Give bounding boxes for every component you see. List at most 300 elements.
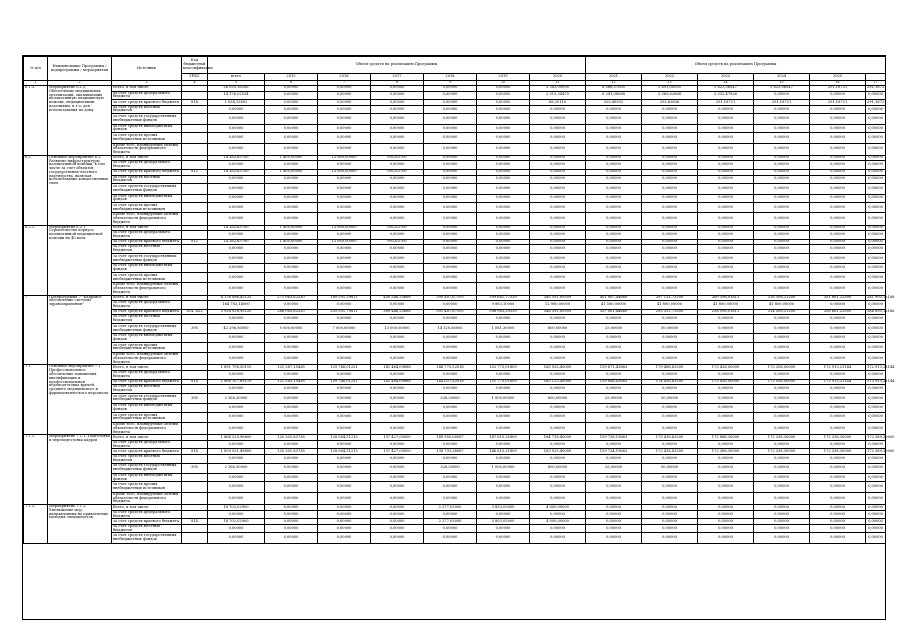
- amount-cell: 0,00000: [318, 315, 371, 324]
- amount-cell: 0,00000: [530, 315, 586, 324]
- amount-cell: 0,00000: [424, 184, 477, 194]
- amount-cell: 0,00000: [208, 524, 265, 533]
- amount-cell: 0,00000: [477, 213, 530, 225]
- table-row: [24, 342, 886, 352]
- amount-cell: 0,00000: [810, 510, 866, 519]
- amount-cell: 0,00000: [586, 519, 642, 525]
- amount-cell: 0,00000: [866, 203, 886, 213]
- amount-cell: 0,00000: [424, 105, 477, 114]
- amount-cell: 0,00000: [371, 91, 424, 100]
- amount-cell: 121 582,15438: [265, 379, 318, 385]
- amount-cell: 0,00000: [810, 342, 866, 352]
- amount-cell: 0,00000: [208, 194, 265, 203]
- amount-cell: 0,00000: [318, 203, 371, 213]
- amount-cell: 0,00000: [371, 463, 424, 473]
- amount-cell: 3 938 938,95125: [208, 309, 265, 315]
- grbs-code: [182, 533, 208, 543]
- amount-cell: 144 637,82018: [424, 379, 477, 385]
- amount-cell: 172 386,30000: [698, 449, 754, 455]
- amount-cell: 0,00000: [208, 334, 265, 343]
- amount-cell: 0,00000: [530, 272, 586, 282]
- amount-cell: 0,00000: [208, 533, 265, 543]
- amount-cell: 0,00000: [208, 455, 265, 464]
- amount-cell: 159 846,43663: [586, 379, 642, 385]
- amount-cell: 0,00000: [866, 231, 886, 240]
- amount-cell: 0,00000: [642, 404, 698, 413]
- amount-cell: 0,00000: [754, 169, 810, 175]
- amount-cell: 0,00000: [477, 161, 530, 170]
- amount-cell: 0,00000: [371, 272, 424, 282]
- amount-cell: 0,00000: [530, 213, 586, 225]
- amount-cell: 0,00000: [586, 124, 642, 133]
- amount-cell: 328,30000: [424, 463, 477, 473]
- amount-cell: 0,00000: [810, 440, 866, 449]
- table-row: [24, 184, 886, 194]
- amount-cell: 14 176,02534: [208, 91, 265, 100]
- index-cell: 13: [642, 81, 698, 86]
- funding-source: за счет средств прочих внебюджетных источников: [112, 133, 182, 143]
- amount-cell: 0,00000: [754, 203, 810, 213]
- amount-cell: 0,00000: [208, 213, 265, 225]
- amount-cell: 0,00000: [208, 482, 265, 492]
- amount-cell: 0,00000: [265, 393, 318, 403]
- amount-cell: 0,00000: [371, 524, 424, 533]
- amount-cell: 0,00000: [810, 253, 866, 263]
- amount-cell: 0,00000: [477, 524, 530, 533]
- funding-source: за счет средств краевого бюджета: [112, 519, 182, 525]
- amount-cell: 25,00000: [586, 393, 642, 403]
- amount-cell: 0,00000: [265, 91, 318, 100]
- funding-source: за счет средств государственных внебюджетных фондов: [112, 184, 182, 194]
- grbs-code: [182, 133, 208, 143]
- amount-cell: 0,00000: [530, 124, 586, 133]
- amount-cell: 7 000,00000: [318, 323, 371, 333]
- amount-cell: 0,00000: [265, 100, 318, 106]
- amount-cell: 0,00000: [754, 239, 810, 245]
- amount-cell: 0,00000: [586, 175, 642, 184]
- amount-cell: 0,00000: [424, 213, 477, 225]
- amount-cell: 0,00000: [477, 114, 530, 124]
- amount-cell: 14 382,63700: [208, 169, 265, 175]
- amount-cell: 0,00000: [424, 169, 477, 175]
- amount-cell: 0,00000: [810, 334, 866, 343]
- amount-cell: 0,00000: [318, 440, 371, 449]
- table-row: [24, 323, 886, 333]
- amount-cell: 0,00000: [586, 482, 642, 492]
- funding-source: Всего, в том числе: [112, 435, 182, 441]
- funding-source: за счет средств внебюджетных фондов: [112, 404, 182, 413]
- amount-cell: 316 308,21200: [754, 295, 810, 301]
- header-year: 2024: [754, 74, 810, 81]
- funding-source: Всего, в том числе: [112, 225, 182, 231]
- funding-source: за счет средств федерального бюджета: [112, 161, 182, 170]
- amount-cell: 0,00000: [866, 440, 886, 449]
- amount-cell: 137 427,00000: [371, 449, 424, 455]
- amount-cell: 0,00000: [586, 412, 642, 422]
- table-row: [24, 245, 886, 254]
- amount-cell: 0,00000: [265, 492, 318, 504]
- amount-cell: 0,00000: [371, 114, 424, 124]
- amount-cell: 0,00000: [586, 505, 642, 511]
- amount-cell: 0,00000: [477, 334, 530, 343]
- amount-cell: 0,00000: [866, 404, 886, 413]
- header-year: 2018: [424, 74, 477, 81]
- funding-source: Кроме того, планируемые объемы обязательств федерального бюджета: [112, 353, 182, 365]
- amount-cell: 25,00000: [586, 323, 642, 333]
- funding-source: за счет средств федерального бюджета: [112, 231, 182, 240]
- amount-cell: 0,00000: [530, 473, 586, 482]
- amount-cell: 0,00000: [208, 203, 265, 213]
- amount-cell: 0,00000: [265, 342, 318, 352]
- amount-cell: 41 800,00000: [642, 301, 698, 310]
- amount-cell: 0,00000: [318, 86, 371, 92]
- amount-cell: 0,00000: [265, 194, 318, 203]
- amount-cell: 0,00000: [208, 473, 265, 482]
- amount-cell: 0,00000: [318, 482, 371, 492]
- amount-cell: 0,00000: [265, 455, 318, 464]
- amount-cell: 5 891,00020: [642, 86, 698, 92]
- amount-cell: 291,18721: [810, 100, 866, 106]
- grbs-code: 395: [182, 323, 208, 333]
- index-cell: 11: [530, 81, 586, 86]
- amount-cell: 0,00000: [754, 272, 810, 282]
- funding-source: Кроме того, планируемые объемы обязательств федерального бюджета: [112, 423, 182, 435]
- amount-cell: 0,00000: [754, 473, 810, 482]
- funding-source: за счет средств местных бюджетов: [112, 315, 182, 324]
- amount-cell: 0,00000: [371, 105, 424, 114]
- amount-cell: 0,00000: [477, 315, 530, 324]
- amount-cell: 0,00000: [866, 239, 886, 245]
- header-code: Код бюджетной классификации: [182, 57, 208, 74]
- funding-source: за счет средств местных бюджетов: [112, 524, 182, 533]
- amount-cell: 121 587,15438: [265, 365, 318, 371]
- grbs-code: [182, 334, 208, 343]
- amount-cell: 0,00000: [586, 492, 642, 504]
- amount-cell: 0,00000: [754, 492, 810, 504]
- amount-cell: 0,00000: [698, 155, 754, 161]
- amount-cell: 159 724,19663: [586, 449, 642, 455]
- amount-cell: 0,00000: [477, 440, 530, 449]
- amount-cell: 0,00000: [586, 114, 642, 124]
- amount-cell: 0,00000: [754, 533, 810, 543]
- funding-source: Всего, в том числе: [112, 505, 182, 511]
- amount-cell: 0,00000: [265, 353, 318, 365]
- table-row: [24, 315, 886, 324]
- amount-cell: 179 486,63200: [642, 365, 698, 371]
- amount-cell: 26 025,16336: [208, 86, 265, 92]
- amount-cell: 0,00000: [586, 253, 642, 263]
- amount-cell: 0,00000: [586, 473, 642, 482]
- amount-cell: 1 081,30000: [477, 323, 530, 333]
- amount-cell: 0,00000: [477, 455, 530, 464]
- amount-cell: 0,00000: [810, 505, 866, 511]
- amount-cell: 2 277,03000: [424, 519, 477, 525]
- amount-cell: 0,00000: [477, 100, 530, 106]
- amount-cell: 0,00000: [754, 105, 810, 114]
- amount-cell: 25,00000: [586, 463, 642, 473]
- amount-cell: 0,00000: [265, 371, 318, 380]
- table-row: [24, 301, 886, 310]
- amount-cell: 0,00000: [477, 184, 530, 194]
- amount-cell: 0,00000: [371, 385, 424, 394]
- amount-cell: 0,00000: [318, 404, 371, 413]
- amount-cell: 0,00000: [208, 184, 265, 194]
- amount-cell: 4 000,00000: [530, 519, 586, 525]
- amount-cell: 902,63700: [371, 239, 424, 245]
- grbs-code: [182, 510, 208, 519]
- amount-cell: 0,00000: [698, 283, 754, 295]
- amount-cell: 902,63700: [371, 225, 424, 231]
- amount-cell: 0,00000: [318, 114, 371, 124]
- amount-cell: 0,00000: [530, 482, 586, 492]
- funding-source: Кроме того, планируемые объемы обязательств федерального бюджета: [112, 213, 182, 225]
- amount-cell: 0,00000: [642, 155, 698, 161]
- amount-cell: 0,00000: [318, 213, 371, 225]
- grbs-code: [182, 213, 208, 225]
- amount-cell: 0,00000: [866, 371, 886, 380]
- grbs-code: 814: [182, 100, 208, 106]
- amount-cell: 0,00000: [371, 203, 424, 213]
- budget-table: [23, 56, 895, 544]
- index-cell: 3: [112, 81, 182, 86]
- grbs-code: [182, 105, 208, 114]
- amount-cell: 0,00000: [642, 342, 698, 352]
- row-number: 6.1.3.: [24, 86, 48, 156]
- amount-cell: 0,00000: [586, 334, 642, 343]
- amount-cell: 0,00000: [698, 169, 754, 175]
- table-row: [24, 203, 886, 213]
- amount-cell: 0,00000: [371, 213, 424, 225]
- amount-cell: 0,00000: [424, 264, 477, 273]
- table-row: [24, 231, 886, 240]
- amount-cell: 0,00000: [698, 225, 754, 231]
- amount-cell: 0,00000: [698, 473, 754, 482]
- amount-cell: 0,00000: [810, 524, 866, 533]
- amount-cell: 0,00000: [810, 315, 866, 324]
- amount-cell: 0,00000: [642, 505, 698, 511]
- amount-cell: 0,00000: [477, 143, 530, 155]
- amount-cell: 0,00000: [424, 114, 477, 124]
- grbs-code: [182, 482, 208, 492]
- amount-cell: 0,00000: [424, 404, 477, 413]
- index-cell: 4: [182, 81, 208, 86]
- amount-cell: 0,00000: [754, 371, 810, 380]
- amount-cell: 0,00000: [698, 393, 754, 403]
- grbs-code: 814: [182, 379, 208, 385]
- amount-cell: 173 356,00000: [754, 365, 810, 371]
- amount-cell: 172 886,30000: [698, 435, 754, 441]
- amount-cell: 0,00000: [698, 253, 754, 263]
- amount-cell: 163 925,40000: [530, 449, 586, 455]
- amount-cell: 0,00000: [642, 264, 698, 273]
- amount-cell: 4 000,00000: [530, 505, 586, 511]
- amount-cell: 173 436,00000: [698, 365, 754, 371]
- program-name: Мероприятие 7.1.1. Подготовка и переподготовка кадров: [48, 435, 112, 505]
- amount-cell: 0,00000: [754, 283, 810, 295]
- amount-cell: 0,00000: [371, 482, 424, 492]
- amount-cell: 0,00000: [371, 393, 424, 403]
- amount-cell: 0,00000: [371, 533, 424, 543]
- amount-cell: 0,00000: [530, 510, 586, 519]
- table-row: [24, 385, 886, 394]
- amount-cell: 0,00000: [698, 371, 754, 380]
- amount-cell: 0,00000: [866, 510, 886, 519]
- amount-cell: 0,00000: [318, 524, 371, 533]
- funding-source: за счет средств федерального бюджета: [112, 510, 182, 519]
- funding-source: за счет средств прочих внебюджетных источников: [112, 412, 182, 422]
- amount-cell: 0,00000: [265, 510, 318, 519]
- amount-cell: 0,00000: [866, 342, 886, 352]
- funding-source: за счет средств краевого бюджета: [112, 309, 182, 315]
- amount-cell: 0,00000: [477, 203, 530, 213]
- amount-cell: 0,00000: [265, 524, 318, 533]
- amount-cell: 0,00000: [318, 272, 371, 282]
- amount-cell: 0,00000: [208, 385, 265, 394]
- amount-cell: 0,00000: [318, 124, 371, 133]
- amount-cell: 0,00000: [754, 213, 810, 225]
- amount-cell: 0,00000: [642, 473, 698, 482]
- table-row: [24, 253, 886, 263]
- amount-cell: 348 391,89309: [530, 309, 586, 315]
- amount-cell: 0,00000: [586, 161, 642, 170]
- amount-cell: 0,00000: [265, 334, 318, 343]
- amount-cell: 0,00000: [265, 143, 318, 155]
- program-name: Мероприятие 7.1.2. Уменьшение мер, направленных на привлечение молодых специалистов: [48, 505, 112, 544]
- amount-cell: 0,00000: [586, 194, 642, 203]
- header-year: 2022: [642, 74, 698, 81]
- amount-cell: 0,00000: [530, 371, 586, 380]
- amount-cell: 0,00000: [371, 301, 424, 310]
- amount-cell: 0,00000: [208, 342, 265, 352]
- funding-source: Всего, в том числе: [112, 295, 182, 301]
- amount-cell: 0,00000: [265, 301, 318, 310]
- amount-cell: 401 067,44660: [586, 295, 642, 301]
- amount-cell: 0,00000: [477, 239, 530, 245]
- amount-cell: 0,00000: [318, 184, 371, 194]
- amount-cell: 146 773,52018: [424, 365, 477, 371]
- funding-source: за счет средств внебюджетных фондов: [112, 473, 182, 482]
- index-cell: 5: [208, 81, 265, 86]
- grbs-code: [182, 245, 208, 254]
- amount-cell: 5 569,62664: [642, 91, 698, 100]
- amount-cell: 0,00000: [754, 455, 810, 464]
- amount-cell: 0,00000: [208, 371, 265, 380]
- amount-cell: 128 564,51213: [318, 449, 371, 455]
- grbs-code: [182, 492, 208, 504]
- amount-cell: 0,00000: [208, 264, 265, 273]
- amount-cell: 0,00000: [642, 440, 698, 449]
- amount-cell: 0,00000: [586, 231, 642, 240]
- amount-cell: 0,00000: [754, 91, 810, 100]
- amount-cell: 0,00000: [424, 245, 477, 254]
- amount-cell: 0,00000: [371, 342, 424, 352]
- grbs-code: [182, 342, 208, 352]
- amount-cell: 0,00000: [810, 473, 866, 482]
- amount-cell: 172 336,30000: [810, 435, 866, 441]
- amount-cell: 0,00000: [810, 393, 866, 403]
- amount-cell: 0,00000: [810, 272, 866, 282]
- amount-cell: 0,00000: [424, 301, 477, 310]
- amount-cell: 1 400,00000: [265, 225, 318, 231]
- amount-cell: 0,00000: [371, 371, 424, 380]
- funding-source: за счет средств местных бюджетов: [112, 455, 182, 464]
- grbs-code: 812: [182, 239, 208, 245]
- amount-cell: 129 746,01231: [318, 379, 371, 385]
- amount-cell: 0,00000: [477, 473, 530, 482]
- amount-cell: 0,00000: [265, 231, 318, 240]
- amount-cell: 0,00000: [866, 524, 886, 533]
- amount-cell: 0,00000: [810, 353, 866, 365]
- amount-cell: 0,00000: [424, 231, 477, 240]
- grbs-code: [182, 404, 208, 413]
- amount-cell: 0,00000: [265, 124, 318, 133]
- amount-cell: 0,00000: [530, 155, 586, 161]
- amount-cell: 0,00000: [530, 533, 586, 543]
- amount-cell: 291,18721: [698, 100, 754, 106]
- amount-cell: 0,00000: [424, 492, 477, 504]
- amount-cell: 0,00000: [866, 105, 886, 114]
- amount-cell: 0,00000: [810, 455, 866, 464]
- amount-cell: 0,00000: [318, 393, 371, 403]
- amount-cell: 5 000,00000: [265, 323, 318, 333]
- row-number: 7.: [24, 295, 48, 365]
- amount-cell: 0,00000: [530, 245, 586, 254]
- amount-cell: 0,00000: [586, 510, 642, 519]
- amount-cell: 291,18721: [754, 100, 810, 106]
- amount-cell: 13 000,00000: [371, 323, 424, 333]
- amount-cell: 0,00000: [754, 184, 810, 194]
- amount-cell: 0,00000: [318, 519, 371, 525]
- amount-cell: 0,00000: [754, 342, 810, 352]
- amount-cell: 0,00000: [866, 184, 886, 194]
- amount-cell: 0,00000: [642, 133, 698, 143]
- grbs-code: 814: [182, 519, 208, 525]
- table-row: [24, 353, 886, 365]
- grbs-code: [182, 423, 208, 435]
- amount-cell: 0,00000: [318, 133, 371, 143]
- amount-cell: 0,00000: [477, 533, 530, 543]
- amount-cell: 0,00000: [586, 371, 642, 380]
- amount-cell: 141 464,09888: [371, 365, 424, 371]
- amount-cell: 0,00000: [698, 524, 754, 533]
- amount-cell: 0,00000: [530, 423, 586, 435]
- amount-cell: 0,00000: [208, 283, 265, 295]
- amount-cell: 14 382,63700: [208, 239, 265, 245]
- amount-cell: 0,00000: [371, 175, 424, 184]
- amount-cell: 0,00000: [866, 353, 886, 365]
- table-row: [24, 114, 886, 124]
- amount-cell: 0,00000: [208, 143, 265, 155]
- funding-source: за счет средств внебюджетных фондов: [112, 264, 182, 273]
- amount-cell: 138 733,36067: [424, 449, 477, 455]
- amount-cell: 0,00000: [318, 371, 371, 380]
- amount-cell: 0,00000: [265, 264, 318, 273]
- index-cell: 6: [265, 81, 318, 86]
- amount-cell: 297 131,73200: [642, 295, 698, 301]
- amount-cell: 0,00000: [265, 203, 318, 213]
- funding-source: за счет средств внебюджетных фондов: [112, 124, 182, 133]
- table-row: [24, 393, 886, 403]
- amount-cell: 0,00000: [642, 315, 698, 324]
- amount-cell: 0,00000: [530, 264, 586, 273]
- amount-cell: 0,00000: [318, 143, 371, 155]
- amount-cell: 0,00000: [754, 519, 810, 525]
- amount-cell: 68,25110: [530, 100, 586, 106]
- amount-cell: 0,00000: [424, 161, 477, 170]
- amount-cell: 0,00000: [866, 519, 886, 525]
- amount-cell: 345 391,89309: [530, 295, 586, 301]
- amount-cell: 0,00000: [477, 342, 530, 352]
